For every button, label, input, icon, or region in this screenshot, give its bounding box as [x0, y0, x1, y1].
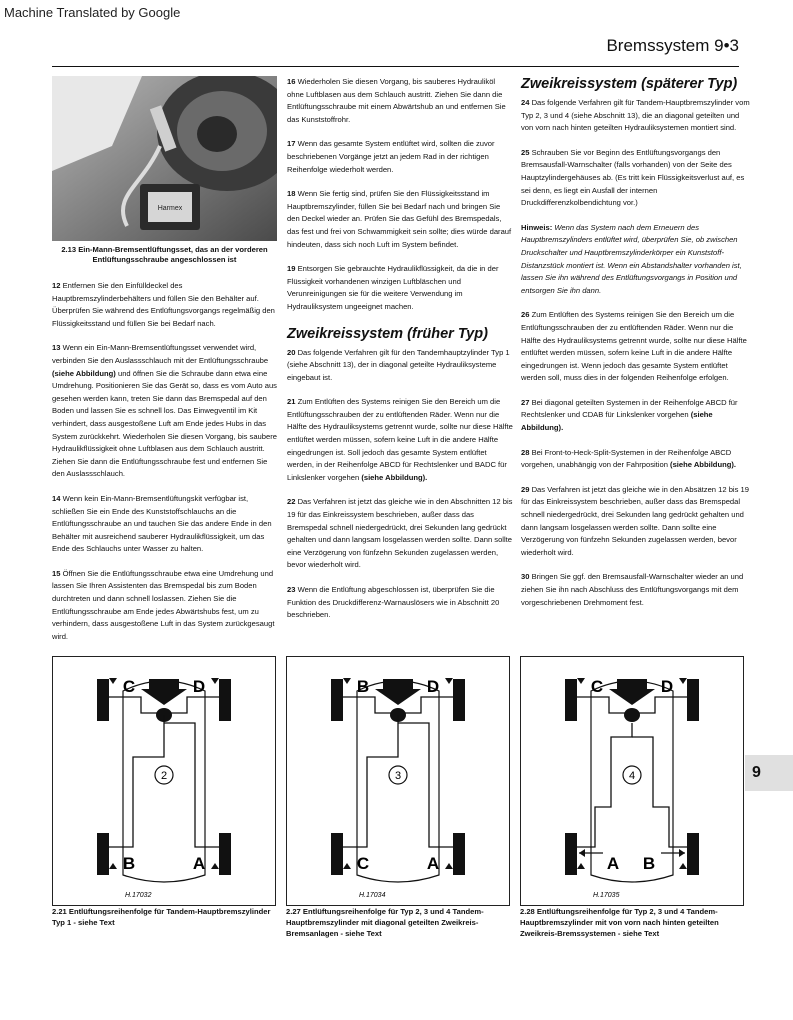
- paragraph-number: 22: [287, 497, 298, 507]
- text-column-1: [52, 280, 278, 655]
- text-column-2: [287, 76, 513, 634]
- flow-arrow: [109, 863, 117, 869]
- diagram-caption-2: 2.27 Entlüftungsreihenfolge für Typ 2, 3 und 4 Tandem-Hauptbremszylinder mit diagonal geteilten Zweikreis-Bremsanlagen - siehe Text: [286, 907, 484, 938]
- paragraph-text: Zum Entlüften des Systems reinigen Sie den Bereich um die Entlüftungsschrauben der zu entlüftenden Räder. Wenn nur die Hälfte des Hydrauliksystems getrennt wurde, sollte nur diese Hälfte entlüftet werden müssen, sofern keine Luft in die andere Hälfte eingedrungen ist. Wenn jedoch das gesamte System entlüftet werden soll, muss dies in der folgenden Reihenfolge erfolgen.: [521, 310, 747, 383]
- paragraph: [521, 309, 751, 385]
- paragraph: [521, 571, 751, 609]
- paragraph-text: Wenn das gesamte System entlüftet wird, sollten die zuvor beschriebenen Vorgänge jetzt an jedem Rad in der richtigen Reihenfolge wiederholt werden.: [287, 139, 495, 174]
- figure-reference: (siehe Abbildung).: [361, 472, 428, 482]
- wheel-label-rear-left: C: [356, 854, 370, 873]
- wheel-label-rear-left: B: [122, 854, 136, 873]
- brake-line: [577, 697, 625, 713]
- paragraph-number: 14: [52, 493, 63, 503]
- photo-caption: 2.13 Ein-Mann-Bremsentlüftungsset, das an der vorderen Entlüftungsschraube angeschlossen ist: [61, 245, 268, 264]
- bleed-diagram-2: [286, 656, 510, 906]
- page-title: Bremssystem 9•3: [606, 36, 739, 55]
- wheel-label-rear-right: A: [192, 854, 206, 873]
- diagram-caption-1: 2.21 Entlüftungsreihenfolge für Tandem-Hauptbremszylinder Typ 1 - siehe Text: [52, 907, 271, 927]
- paragraph: [521, 97, 751, 135]
- wheel: [453, 833, 465, 875]
- paragraph: [287, 138, 513, 176]
- paragraph: [521, 147, 751, 210]
- paragraph: [521, 222, 751, 298]
- paragraph: [521, 484, 751, 560]
- wheel: [453, 679, 465, 721]
- flow-arrow: [343, 863, 351, 869]
- wheel-label-front-left: B: [356, 677, 370, 696]
- paragraph: [52, 342, 278, 481]
- wheel: [331, 679, 343, 721]
- text-column-3: [521, 76, 751, 621]
- paragraph: [52, 568, 278, 644]
- brake-line: [109, 697, 157, 713]
- brake-line: [343, 697, 391, 713]
- wheel: [219, 679, 231, 721]
- brake-line: [343, 715, 398, 847]
- paragraph-text: Schrauben Sie vor Beginn des Entlüftungsvorgangs den Bremsausfall-Warnschalter (falls vorhanden) von der Seite des Hauptzylindergehäuses ab. (Es tritt kein Flüssigkeitsverlust auf, es sei denn, es liegt ein Ausfall der internen Druckdifferenzkolbendichtung vor.): [521, 147, 745, 208]
- paragraph-text: Entsorgen Sie gebrauchte Hydraulikflüssigkeit, da die in der Flüssigkeit vorhandenen winzigen Luftbläschen und Verunreinigungen sie für die weitere Verwendung im Hydrauliksystem ungeeignet machen.: [287, 264, 499, 311]
- section-heading: Zweikreissystem (späterer Typ): [521, 76, 738, 92]
- paragraph-text: Das folgende Verfahren gilt für den Tandemhauptzylinder Typ 1 (siehe Abschnitt 13), der in diagonal geteilte Hydrauliksysteme eingebaut ist.: [287, 347, 510, 382]
- paragraph-number: 20: [287, 347, 298, 357]
- paragraph: [287, 347, 513, 385]
- paragraph-number: 13: [52, 343, 63, 353]
- wheel-label-front-right: D: [426, 677, 440, 696]
- wheel-label-front-right: D: [660, 677, 674, 696]
- paragraph-number: 12: [52, 281, 63, 290]
- paragraph-number: 29: [521, 484, 532, 494]
- wheel: [331, 833, 343, 875]
- paragraph-number: 17: [287, 139, 298, 149]
- brake-line: [405, 697, 453, 713]
- bleed-diagram-3: [520, 656, 744, 906]
- paragraph-text: Entfernen Sie den Einfülldeckel des Hauptbremszylinderbehälters und füllen Sie den Behälter auf. Überprüfen Sie während des Entlüftungsvorgangs regelmäßig den Flüssigkeitsstand und füllen Sie bei Bedarf nach.: [52, 281, 275, 328]
- diagram-code: H.17034: [359, 892, 386, 899]
- paragraph-number: 15: [52, 568, 63, 578]
- wheel: [97, 833, 109, 875]
- photo-illustration: [52, 76, 277, 241]
- section-heading: Zweikreissystem (früher Typ): [287, 325, 488, 342]
- paragraph-number: 18: [287, 189, 298, 199]
- flow-arrow: [109, 678, 117, 684]
- header-rule: [52, 66, 739, 67]
- wheel: [219, 833, 231, 875]
- flow-arrow: [343, 678, 351, 684]
- flow-arrow: [679, 863, 687, 869]
- paragraph-number: 30: [521, 572, 532, 582]
- wheel-label-front-left: C: [590, 677, 604, 696]
- paragraph-text: Das Verfahren ist jetzt das gleiche wie in den Abschnitten 12 bis 19 für das Einkreissystem beschrieben, außer dass das Bremspedal schnell niedergedrückt, drei Sekunden lang gedrückt gehalten und dann langsam losgelassen werden sollte. Dann sollte eine Verzögerung von fünfzehn Sekunden zugelassen werden, bevor wiederholt wird.: [287, 497, 513, 570]
- paragraph: [287, 496, 513, 572]
- flow-arrow: [679, 849, 685, 857]
- paragraph: [287, 263, 513, 313]
- paragraph-number: 21: [287, 397, 298, 407]
- diagram-code: H.17035: [593, 892, 620, 899]
- master-cylinder: [624, 708, 640, 722]
- flow-arrow: [577, 678, 585, 684]
- brake-line: [171, 697, 219, 713]
- wheel: [687, 833, 699, 875]
- wheel: [565, 833, 577, 875]
- paragraph-number: 27: [521, 397, 532, 407]
- paragraph: [52, 280, 278, 330]
- bleed-diagram-1: [52, 656, 276, 906]
- tester-brand-text: Harmex: [157, 205, 183, 212]
- paragraph-text: Wiederholen Sie diesen Vorgang, bis sauberes Hydrauliköl ohne Luftblasen aus dem Schlauch austritt. Ziehen Sie dann die Entlüftungsschraube mit einem Abwärtshub an und entfernen Sie das Kunststoffrohr.: [287, 77, 506, 124]
- paragraph-text: Das folgende Verfahren gilt für Tandem-Hauptbremszylinder vom Typ 2, 3 und 4 (siehe Abschnitt 13), die an diagonal geteilten und von vorn nach hinten geteilten Hydrauliksystemen montiert sind.: [521, 98, 750, 133]
- paragraph-text: Öffnen Sie die Entlüftungsschraube etwa eine Umdrehung und lassen Sie Ihren Assistenten das Bremspedal bis zum Boden durchtreten und dann schnell loslassen. Ziehen Sie die Entlüftungsschraube am Ende jedes Abwärtshubs fest, um zu verhindern, dass ausgestoßene Luft in das System zurückgesaugt wird.: [52, 568, 275, 641]
- wheel: [97, 679, 109, 721]
- paragraph: [521, 447, 751, 472]
- brake-line: [577, 723, 632, 847]
- paragraph-number: 26: [521, 310, 532, 320]
- wheel: [687, 679, 699, 721]
- diagram-code: H.17032: [125, 892, 152, 899]
- paragraph-number: 24: [521, 98, 532, 107]
- paragraph-text: Bringen Sie ggf. den Bremsausfall-Warnschalter wieder an und ziehen Sie ihn nach Abschluss des Entlüftungsvorgangs mit dem vorgeschriebenen Drehmoment fest.: [521, 572, 744, 607]
- paragraph-text: Wenn kein Ein-Mann-Bremsentlüftungskit verfügbar ist, schließen Sie ein Ende des Kunststoffschlauchs an die Entlüftungsschraube an und tauchen Sie das andere Ende in den Behälter mit ausreichend sauberer Hydraulikflüssigkeit, um das Ende des Schlauchs unter Wasser zu halten.: [52, 493, 272, 554]
- paragraph-number: 19: [287, 264, 298, 274]
- paragraph-number: 28: [521, 447, 532, 457]
- paragraph-text: Zum Entlüften des Systems reinigen Sie den Bereich um die Entlüftungsschrauben der zu entlüftenden Räder. Wenn nur die Hälfte des Hydrauliksystems getrennt wurde, sollte nur diese Hälfte entlüftet werden müssen, sofern keine Luft in die andere Hälfte eingedrungen ist. Soll jedoch das gesamte System entlüftet werden, in der Reihenfolge ABCD für Rechtslenker und BADC für Linkslenker vorgehen: [287, 397, 513, 482]
- paragraph-text: Wenn die Entlüftung abgeschlossen ist, überprüfen Sie die Funktion des Druckdifferenz-Warnauslösers wie in Abschnitt 20 beschrieben.: [287, 585, 500, 620]
- paragraph: [287, 584, 513, 622]
- paragraph: [287, 76, 513, 126]
- paragraph-number: 25: [521, 147, 532, 157]
- wheel-label-rear-left: A: [606, 854, 620, 873]
- wheel-label-rear-right: B: [642, 854, 656, 873]
- figure-reference: (siehe Abbildung): [52, 368, 116, 378]
- flow-arrow: [211, 678, 219, 684]
- figure-reference: (siehe Abbildung).: [670, 460, 736, 470]
- brake-line: [632, 737, 687, 847]
- flow-arrow: [445, 863, 453, 869]
- brake-line: [164, 723, 219, 847]
- diagram-number: 2: [160, 770, 168, 782]
- paragraph-text: Wenn ein Ein-Mann-Bremsentlüftungsset verwendet wird, verbinden Sie den Auslassschlauch mit der Entlüftungsschraube: [52, 343, 269, 365]
- wheel-label-front-right: D: [192, 677, 206, 696]
- paragraph: [521, 397, 751, 435]
- diagram-number: 4: [628, 770, 636, 782]
- wheel-label-rear-right: A: [426, 854, 440, 873]
- brake-line: [398, 723, 453, 847]
- paragraph-text: Bei Front-to-Heck-Split-Systemen in der Reihenfolge ABCD vorgehen, unabhängig von der Fahrposition: [521, 447, 732, 470]
- wheel-label-front-left: C: [122, 677, 136, 696]
- flow-arrow: [445, 678, 453, 684]
- chapter-tab: 9: [745, 755, 793, 791]
- brake-line: [109, 715, 164, 847]
- paragraph-text: Bei diagonal geteilten Systemen in der Reihenfolge ABCD für Rechtslenker und CDAB für Linkslenker vorgehen: [521, 397, 738, 420]
- wheel: [565, 679, 577, 721]
- flow-arrow: [679, 678, 687, 684]
- paragraph-text: Wenn Sie fertig sind, prüfen Sie den Flüssigkeitsstand im Hauptbremszylinder, füllen Sie bei Bedarf nach und bringen Sie den Deckel wieder an. Prüfen Sie das Gefühl des Bremspedals, das fest und frei von Schwammigkeit sein sollte; dies würde darauf hindeuten, dass sich noch Luft im System befindet.: [287, 189, 512, 249]
- flow-arrow: [579, 849, 585, 857]
- note-text: Wenn das System nach dem Erneuern des Hauptbremszylinders entlüftet wird, überprüfen Sie, ob zwischen Druckschalter und Hauptbremszylinderkörper ein Kunststoff-Distanzstück montiert ist. Wenn ein Abstandshalter vorhanden ist, lassen Sie ihn während des Entlüftungsvorgangs in Position und entsorgen Sie ihn dann.: [521, 222, 742, 295]
- figure-reference: (siehe Abbildung).: [521, 410, 713, 433]
- diagram-caption-3: 2.28 Entlüftungsreihenfolge für Typ 2, 3 und 4 Tandem-Hauptbremszylinder mit von vorn nach hinten geteilten Zweikreis-Bremssystemen - siehe Text: [520, 907, 719, 938]
- diagram-number: 3: [394, 770, 402, 782]
- brake-bleeding-photo: [52, 76, 277, 241]
- paragraph-number: 23: [287, 585, 298, 594]
- flow-arrow: [211, 863, 219, 869]
- flow-arrow: [577, 863, 585, 869]
- paragraph-number: 16: [287, 77, 298, 86]
- paragraph: [287, 396, 513, 484]
- brake-line: [639, 697, 687, 713]
- paragraph: [52, 493, 278, 556]
- paragraph: [287, 188, 513, 251]
- paragraph-text: Das Verfahren ist jetzt das gleiche wie in den Absätzen 12 bis 19 für das Einkreissystem beschrieben, außer dass das Bremspedal schnell niedergedrückt, drei Sekunden lang gedrückt gehalten und dann langsam losgelassen werden sollte. Dann sollte eine Verzögerung von fünfzehn Sekunden zugelassen werden, bevor wiederholt wird.: [521, 484, 749, 557]
- paragraph-text: und öffnen Sie die Schraube dann etwa eine Umdrehung. Positionieren Sie das Gerät so, dass es vom Auto aus gesehen werden kann, treten Sie dann das Bremspedal auf den Boden und lassen Sie es schnell los. Das Einwegventil im Kit verhindert, dass ausgestoßene Luft am Ende jedes Hubs in das System zurückkehrt. Wiederholen Sie diesen Vorgang, bis saubere Hydraulikflüssigkeit ohne Luftblasen aus dem Schlauch austritt. Ziehen Sie dann die Entlüftungsschraube fest und entfernen Sie den Auslassschlauch.: [52, 368, 277, 479]
- machine-translation-label: Machine Translated by Google: [4, 5, 181, 20]
- note-label: Hinweis:: [521, 222, 555, 232]
